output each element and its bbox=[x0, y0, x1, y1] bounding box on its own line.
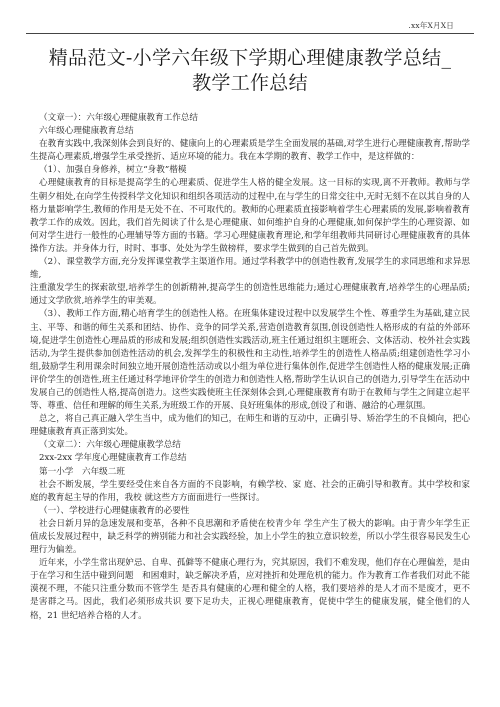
paragraph: （文章二）：六年级心理健康教学总结 bbox=[39, 440, 181, 451]
paragraph: 近年来，小学生常出现妒忌、自卑、孤僻等不健康心理行为，究其原因，我们不难发现，他们存在心理偏差，是由于在学习和生活中碰到问题 和困难时，缺乏解决矛盾，应对挫折和处理危机的能力。作为教育工作者我们对此不能漠视不理，不能只注重分数而不管学生 是否具有健康的心理和健全的人格，我们要培养的是人才而不是废才，更不是害群之马。因此，我们必须形成共识 要下足功夫，正视心理健康教育，促使中学生的健康发展，健全他们的人格，21 世纪培养合格的人才。 bbox=[30, 558, 470, 621]
paragraph: 注重激发学生的探索欲望,培养学生的创新精神,提高学生的创造性思维能力;通过心理健康教育,培养学生的心理品质;通过文学欣赏,培养学生的审美观。 bbox=[30, 283, 470, 307]
paragraph: （文章一）：六年级心理健康教育工作总结 bbox=[39, 113, 198, 123]
paragraph: 2xx-2xx 学年度心理健康教育工作总结 bbox=[39, 453, 187, 464]
header-date: .xx年X月X日 bbox=[408, 21, 454, 30]
header-divider bbox=[26, 33, 474, 34]
paragraph: 社会日新月异的急速发展和变革，各种不良思潮和矛盾使在校青少年 学生产生了极大的影响。由于青少年学生正值成长发展过程中，缺乏科学的辨别能力和社会实践经验，加上小学生的独立意识较差，所以小学生很容易民发生心理行为偏差。 bbox=[30, 518, 470, 556]
paragraph: （一）、学校进行心理健康教育的必要性 bbox=[39, 505, 190, 516]
document-title: 精品范文-小学六年级下学期心理健康教学总结_教学工作总结 bbox=[48, 47, 452, 94]
paragraph: （3）、教师工作方面,精心培育学生的创造性人格。在班集体建设过程中以发展学生个性、尊重学生为基础,建立民主、平等、和谐的师生关系和团结、协作、竞争的同学关系,营造创造教育氛围,创设创造性人格形成的有益的外部环境,促进学生创造性心理品质的形成和发展;组织创造性实践活动,班主任通过组织主题班会、文体活动、校外社会实践活动,为学生提供参加创造性活动的机会,发挥学生的积极性和主动性,培养学生的创造性人格品质;组建创造性学习小组,鼓励学生利用课余时间独立地开展创造性活动或以小组为单位进行集体创作,促进学生创造性人格的健康发展;正确评价学生的创造性,班主任通过科学地评价学生的创造力和创造性人格,帮助学生认识自己的创造力,引导学生在活动中发展自己的创造性人格,提高创造力。这些实践使班主任深刻体会到,心理健康教育有助于在教师与学生之间建立起平等、尊重、信任和理解的师生关系,为班级工作的开展、良好班集体的形成,创设了和谐、融洽的心理氛围。 bbox=[30, 309, 470, 412]
paragraph: （1）、加强自身修养，树立“身教”楷模 bbox=[39, 165, 187, 176]
paragraph: 社会不断发展，学生要经受住来自各方面的不良影响，有赖学校、家 庭、社会的正确引导和教育。其中学校和家庭的教育起主导的作用，我校 就这些方方面面进行一些探讨。 bbox=[30, 479, 470, 503]
paragraph: 总之，将自己真正融入学生当中，成为他们的知己，在师生和谐的互动中，正确引导、矫治学生的不良倾向，把心理健康教育真正落到实处。 bbox=[30, 414, 470, 438]
paragraph: 六年级心理健康教育总结 bbox=[39, 126, 134, 137]
paragraph: 第一小学 六年级二班 bbox=[39, 466, 125, 477]
document-body bbox=[30, 112, 470, 623]
paragraph: 心理健康教育的目标是提高学生的心理素质、促进学生人格的健全发展。这一目标的实现,离不开教师。教师与学生朝夕相处,在向学生传授科学文化知识和组织各项活动的过程中,在与学生的日常交往中,无时无刻不在以其自身的人格力量影响学生,教师的作用是无处不在、不可取代的。教师的心理素质直接影响着学生心理素质的发展,影响着教育教学工作的成效。因此，我们首先阅读了什么是心理健康、如何维护自身的心理健康,如何保护学生的心理资源、如何对学生进行一般性的心理辅导等方面的书籍。学习心理健康教育理论,和学年组教师共同研讨心理健康教育的具体操作方法。并身体力行，时时、事事、处处为学生做榜样，要求学生做到的自己首先做到。 bbox=[30, 178, 470, 254]
paragraph: 在教育实践中,我深刻体会到良好的、健康向上的心理素质是学生全面发展的基础,对学生进行心理健康教育,帮助学生提高心理素质,增强学生承受挫折、适应环境的能力。我在本学期的教育、教学工作中，是这样做的： bbox=[30, 139, 470, 163]
paragraph: （2）、课堂教学方面,充分发挥课堂教学主渠道作用。通过学科教学中的创造性教育,发展学生的求同思维和求异思维, bbox=[30, 257, 470, 281]
